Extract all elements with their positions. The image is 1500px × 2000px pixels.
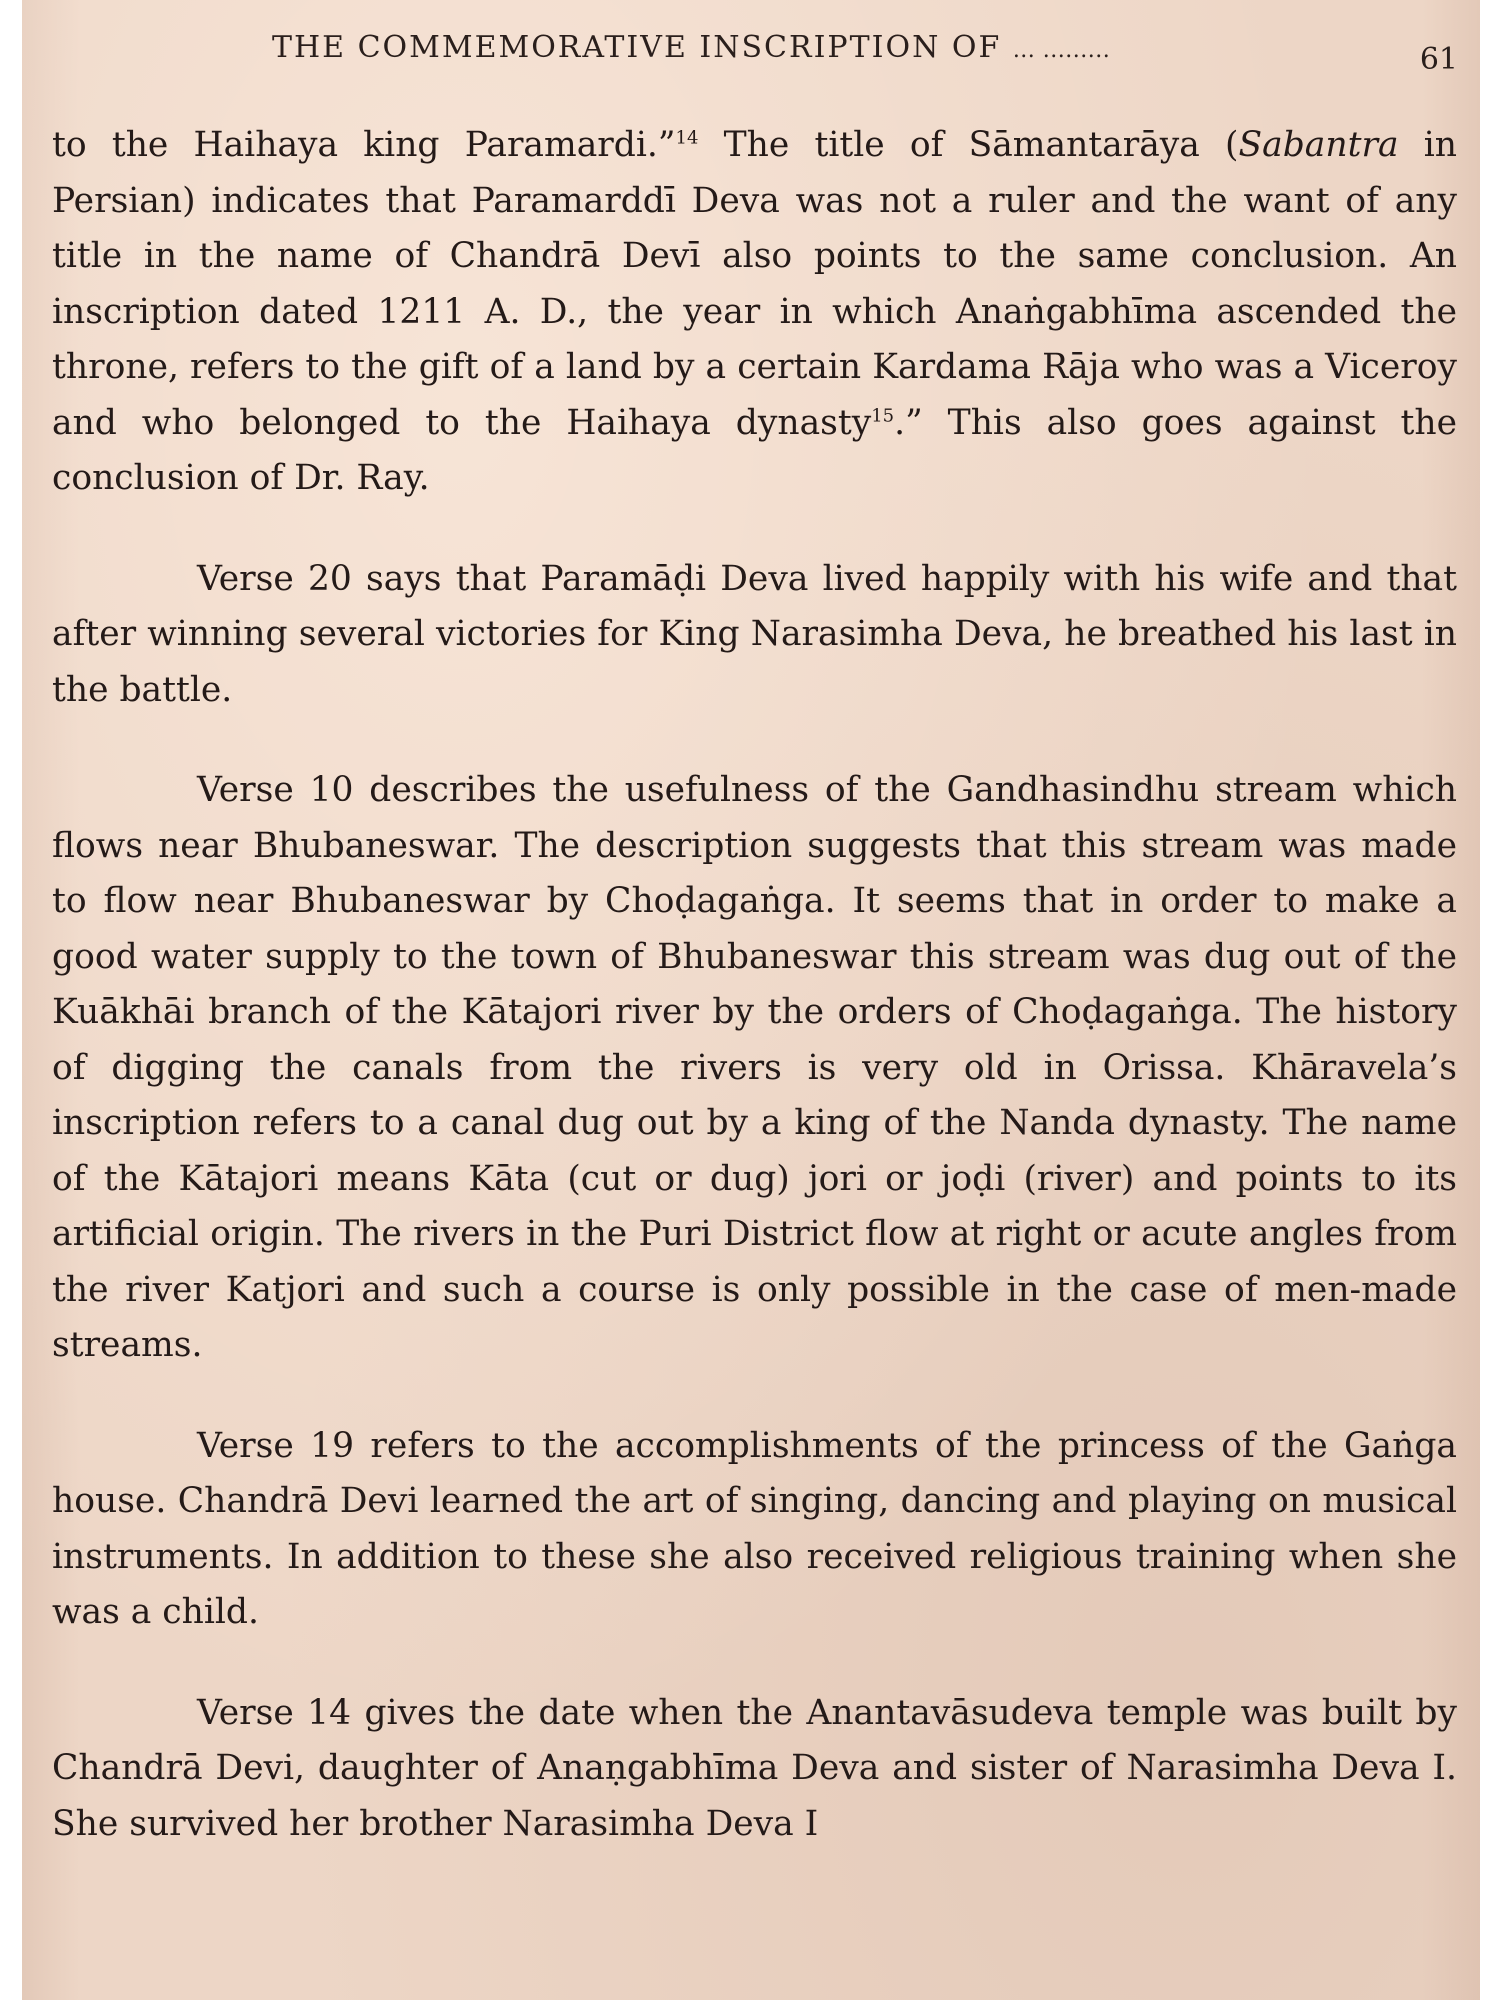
running-title: THE COMMEMORATIVE INSCRIPTION OF bbox=[272, 30, 1002, 65]
paragraph-verse-20: Verse 20 says that Paramāḍi Deva lived happily with his wife and that after winning several victories for King Narasimha Deva, he breathed his last in the battle. bbox=[52, 558, 1457, 710]
p1-italic-term: Sabantra bbox=[1238, 125, 1399, 165]
p1-text-2: The title of Sāmantarāya ( bbox=[698, 125, 1239, 165]
book-page bbox=[22, 0, 1480, 2000]
footnote-ref-14: 14 bbox=[675, 127, 699, 149]
page-number: 61 bbox=[1419, 42, 1458, 77]
footnote-ref-15: 15 bbox=[871, 405, 895, 426]
running-head bbox=[272, 30, 1110, 65]
paragraph-verse-14: Verse 14 gives the date when the Anantavāsudeva temple was built by Chandrā Devi, daughter of Anaṇgabhīma Deva and sister of Narasimha Deva I. She survived her brother Narasimha Deva I bbox=[52, 1692, 1457, 1844]
p1-text-3: in Persian) indicates that Paramarddī Deva was not a ruler and the want of any title in the name of Chandrā Devī also points to the same conclusion. An inscription dated 1211 A. D., the year in which Anaṅgabhīma ascended the throne, refers to the gift of a land by a certain Kardama Rāja who was a Viceroy and who belonged to the Haihaya dynasty bbox=[52, 125, 1457, 443]
paragraph-verse-19: Verse 19 refers to the accomplishments of the princess of the Gaṅga house. Chandrā Devi learned the art of singing, dancing and playing on musical instruments. In addition to these she also received religious training when she was a child. bbox=[52, 1425, 1457, 1632]
p1-text-1: to the Haihaya king Paramardi.” bbox=[52, 125, 676, 165]
body-text bbox=[52, 118, 1457, 1852]
paragraph-1 bbox=[52, 118, 1457, 507]
p1-text-4: .” This also goes against the conclusion of Dr. Ray. bbox=[52, 402, 1457, 498]
title-ellipsis: ... ......... bbox=[1012, 38, 1111, 63]
paragraph-verse-10: Verse 10 describes the usefulness of the Gandhasindhu stream which flows near Bhubaneswar. The description suggests that this stream was made to flow near Bhubaneswar by Choḍagaṅga. It seems that in order to make a good water supply to the town of Bhubaneswar this stream was dug out of the Kuākhāi branch of the Kātajori river by the orders of Choḍagaṅga. The history of digging the canals from the rivers is very old in Orissa. Khāravela’s inscription refers to a canal dug out by a king of the Nanda dynasty. The name of the Kātajori means Kāta (cut or dug) jori or joḍi (river) and points to its artificial origin. The rivers in the Puri District flow at right or acute angles from the river Katjori and such a course is only possible in the case of men-made streams. bbox=[52, 770, 1457, 1365]
